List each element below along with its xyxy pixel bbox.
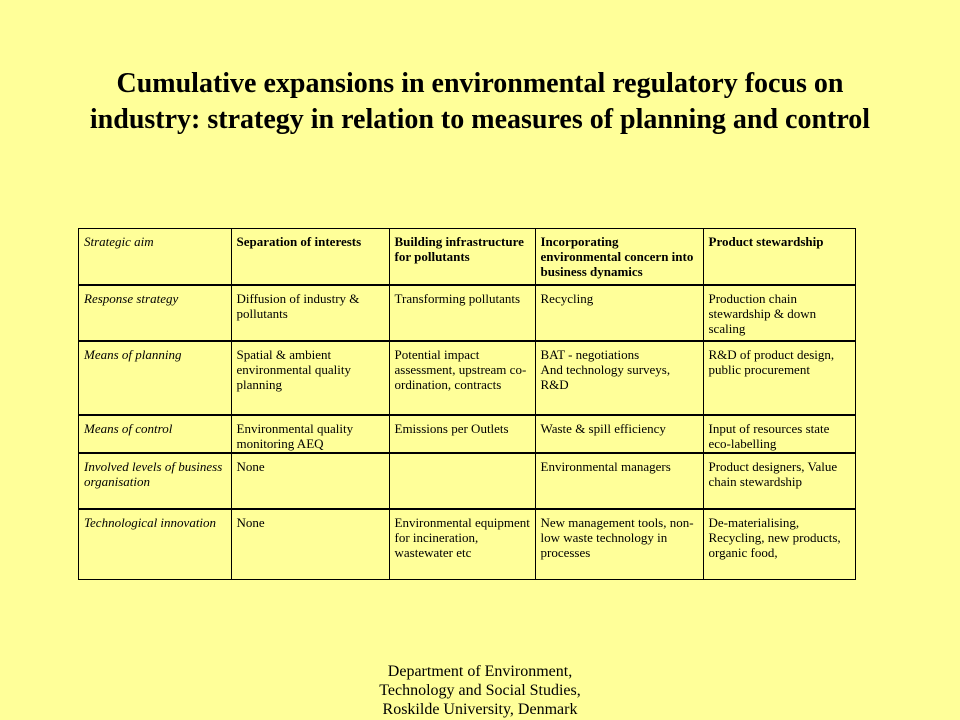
row-label-cell: Means of planning [79,341,231,415]
table-cell: De-materialising, Recycling, new products, organic food, [703,509,855,579]
table-row [79,341,855,415]
table-cell: New management tools, non-low waste technology in processes [535,509,703,579]
table-cell: BAT - negotiations And technology surveys, R&D [535,341,703,415]
table-cell: Spatial & ambient environmental quality planning [231,341,389,415]
table-row [79,285,855,341]
table-cell: Diffusion of industry & pollutants [231,285,389,341]
table-cell: None [231,453,389,509]
header-cell: Incorporating environmental concern into business dynamics [535,229,703,285]
table-cell [389,453,535,509]
table-cell: Input of resources state eco-labelling [703,415,855,453]
header-cell: Strategic aim [79,229,231,285]
header-cell: Product stewardship [703,229,855,285]
strategy-matrix-table [79,229,855,579]
table-cell: Environmental managers [535,453,703,509]
slide-title: Cumulative expansions in environmental regulatory focus on industry: strategy in relation to measures of planning and control [89,68,871,135]
strategy-matrix-frame [78,228,856,580]
table-cell: Emissions per Outlets [389,415,535,453]
table-cell: Product designers, Value chain stewardship [703,453,855,509]
row-label-cell: Involved levels of business organisation [79,453,231,509]
table-row [79,415,855,453]
header-cell: Separation of interests [231,229,389,285]
table-row [79,453,855,509]
footer-affiliation: Department of Environment, Technology and Social Studies, Roskilde University, Denmark [379,663,581,718]
row-label-cell: Technological innovation [84,515,217,530]
table-cell: Environmental quality monitoring AEQ [231,415,389,453]
table-cell: None [231,509,389,579]
row-label-cell: Means of control [79,415,231,453]
table-cell: Production chain stewardship & down scaling [703,285,855,341]
table-row [79,509,855,579]
header-cell: Building infrastructure for pollutants [389,229,535,285]
table-cell: Recycling [535,285,703,341]
table-header-row [79,229,855,285]
table-cell: Environmental equipment for incineration, wastewater etc [389,509,535,579]
table-cell: Transforming pollutants [389,285,535,341]
row-label-cell: Response strategy [79,285,231,341]
table-cell: R&D of product design, public procurement [703,341,855,415]
table-cell: Potential impact assessment, upstream co-ordination, contracts [389,341,535,415]
table-cell: Waste & spill efficiency [535,415,703,453]
